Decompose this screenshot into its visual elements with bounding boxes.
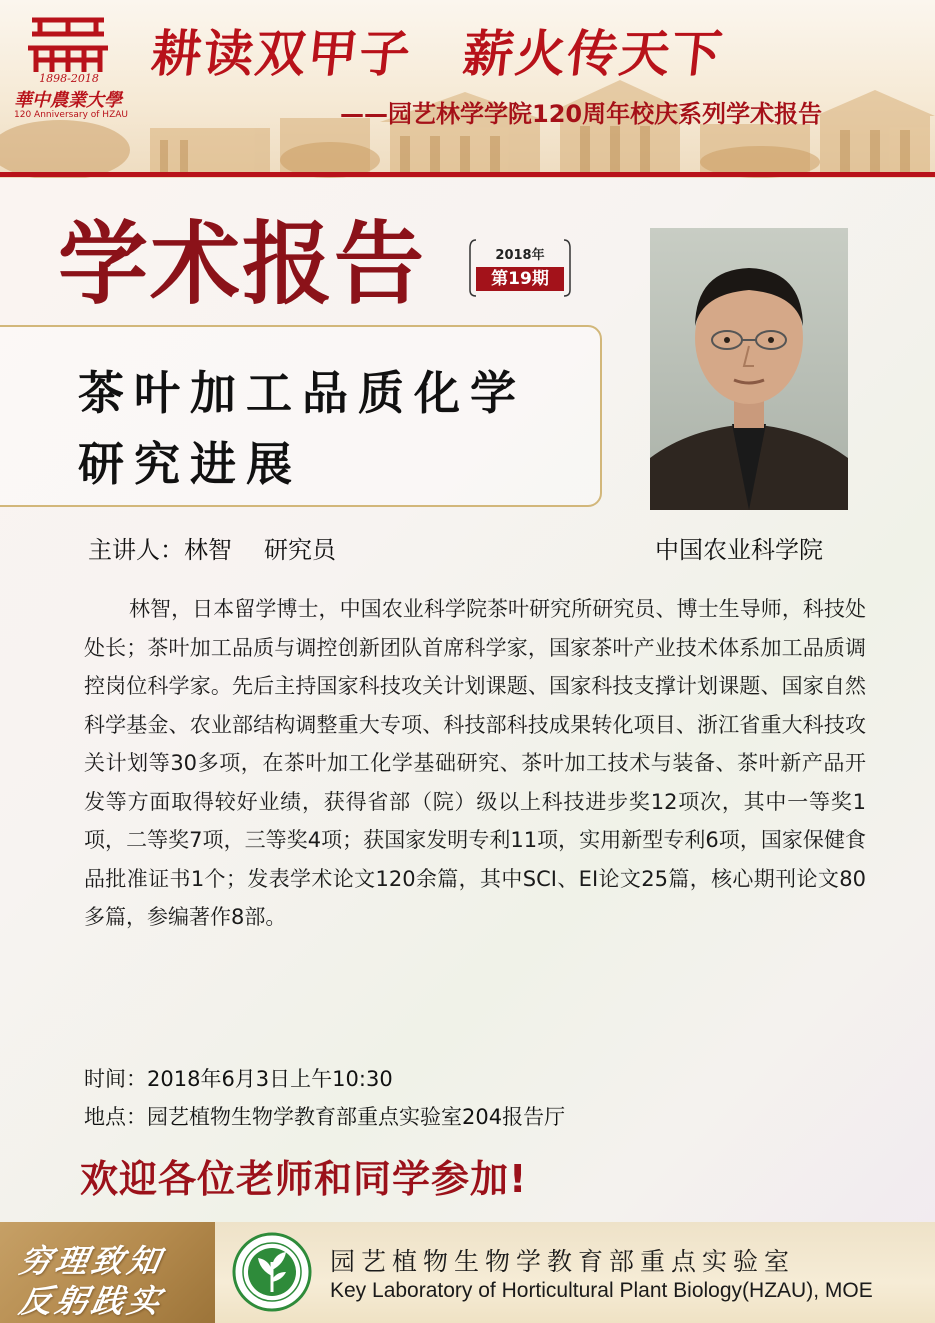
issue-badge (468, 236, 572, 298)
lab-name-english: Key Laboratory of Horticultural Plant Biology(HZAU), MOE (330, 1279, 873, 1302)
event-time: 时间：2018年6月3日上午10:30 (84, 1067, 393, 1091)
speaker-photo-icon (650, 228, 848, 510)
lab-logo-icon (232, 1232, 312, 1312)
lab-name-chinese: 园艺植物生物学教育部重点实验室 (330, 1247, 796, 1276)
speaker-bio: 林智，日本留学博士，中国农业科学院茶叶研究所研究员、博士生导师，科技处处长；茶叶加工品质与调控创新团队首席科学家，国家茶叶产业技术体系加工品质调控岗位科学家。先后主持国家科技攻关计划课题、国家科技支撑计划课题、国家自然科学基金、农业部结构调整重大专项、科技部科技成果转化项目、浙江省重大科技攻关计划等30多项，在茶叶加工化学基础研究、茶叶加工技术与装备、茶叶新产品开发等方面取得较好业绩，获得省部（院）级以上科技进步奖12项次，其中一等奖1项，二等奖7项，三等奖4项；获国家发明专利11项，实用新型专利6项，国家保健食品批准证书1个；发表学术论文120余篇，其中SCI、EI论文25篇，核心期刊论文80多篇，参编著作8部。 (84, 597, 866, 929)
topic-line-2: 研究进展 (78, 437, 302, 491)
motto-line-1: 穷理致知 (16, 1242, 168, 1280)
speaker-portrait (650, 228, 848, 510)
issue-year: 2018年 (495, 248, 545, 263)
header-divider (0, 172, 935, 177)
university-name: 華中農業大學 (14, 90, 122, 111)
header-banner (0, 0, 935, 178)
series-subtitle: ——园艺林学学院120周年校庆系列学术报告 (340, 100, 823, 128)
event-place: 地点：园艺植物生物学教育部重点实验室204报告厅 (84, 1105, 566, 1129)
anniversary-text: 120 Anniversary of HZAU (14, 110, 128, 120)
welcome-message: 欢迎各位老师和同学参加! (80, 1157, 528, 1201)
university-logo-icon (22, 14, 114, 76)
speaker-title: 研究员 (264, 536, 336, 564)
issue-number: 第19期 (476, 267, 564, 291)
motto-line-2: 反躬践实 (16, 1282, 168, 1320)
speaker-name: 主讲人：林智 (88, 536, 232, 564)
speaker-info (88, 530, 336, 565)
logo-years: 1898-2018 (39, 72, 99, 85)
slogan: 耕读双甲子 薪火传天下 (148, 24, 727, 83)
speaker-institution: 中国农业科学院 (655, 536, 823, 564)
topic-line-1: 茶叶加工品质化学 (78, 366, 526, 420)
page-title: 学术报告 (58, 212, 426, 317)
